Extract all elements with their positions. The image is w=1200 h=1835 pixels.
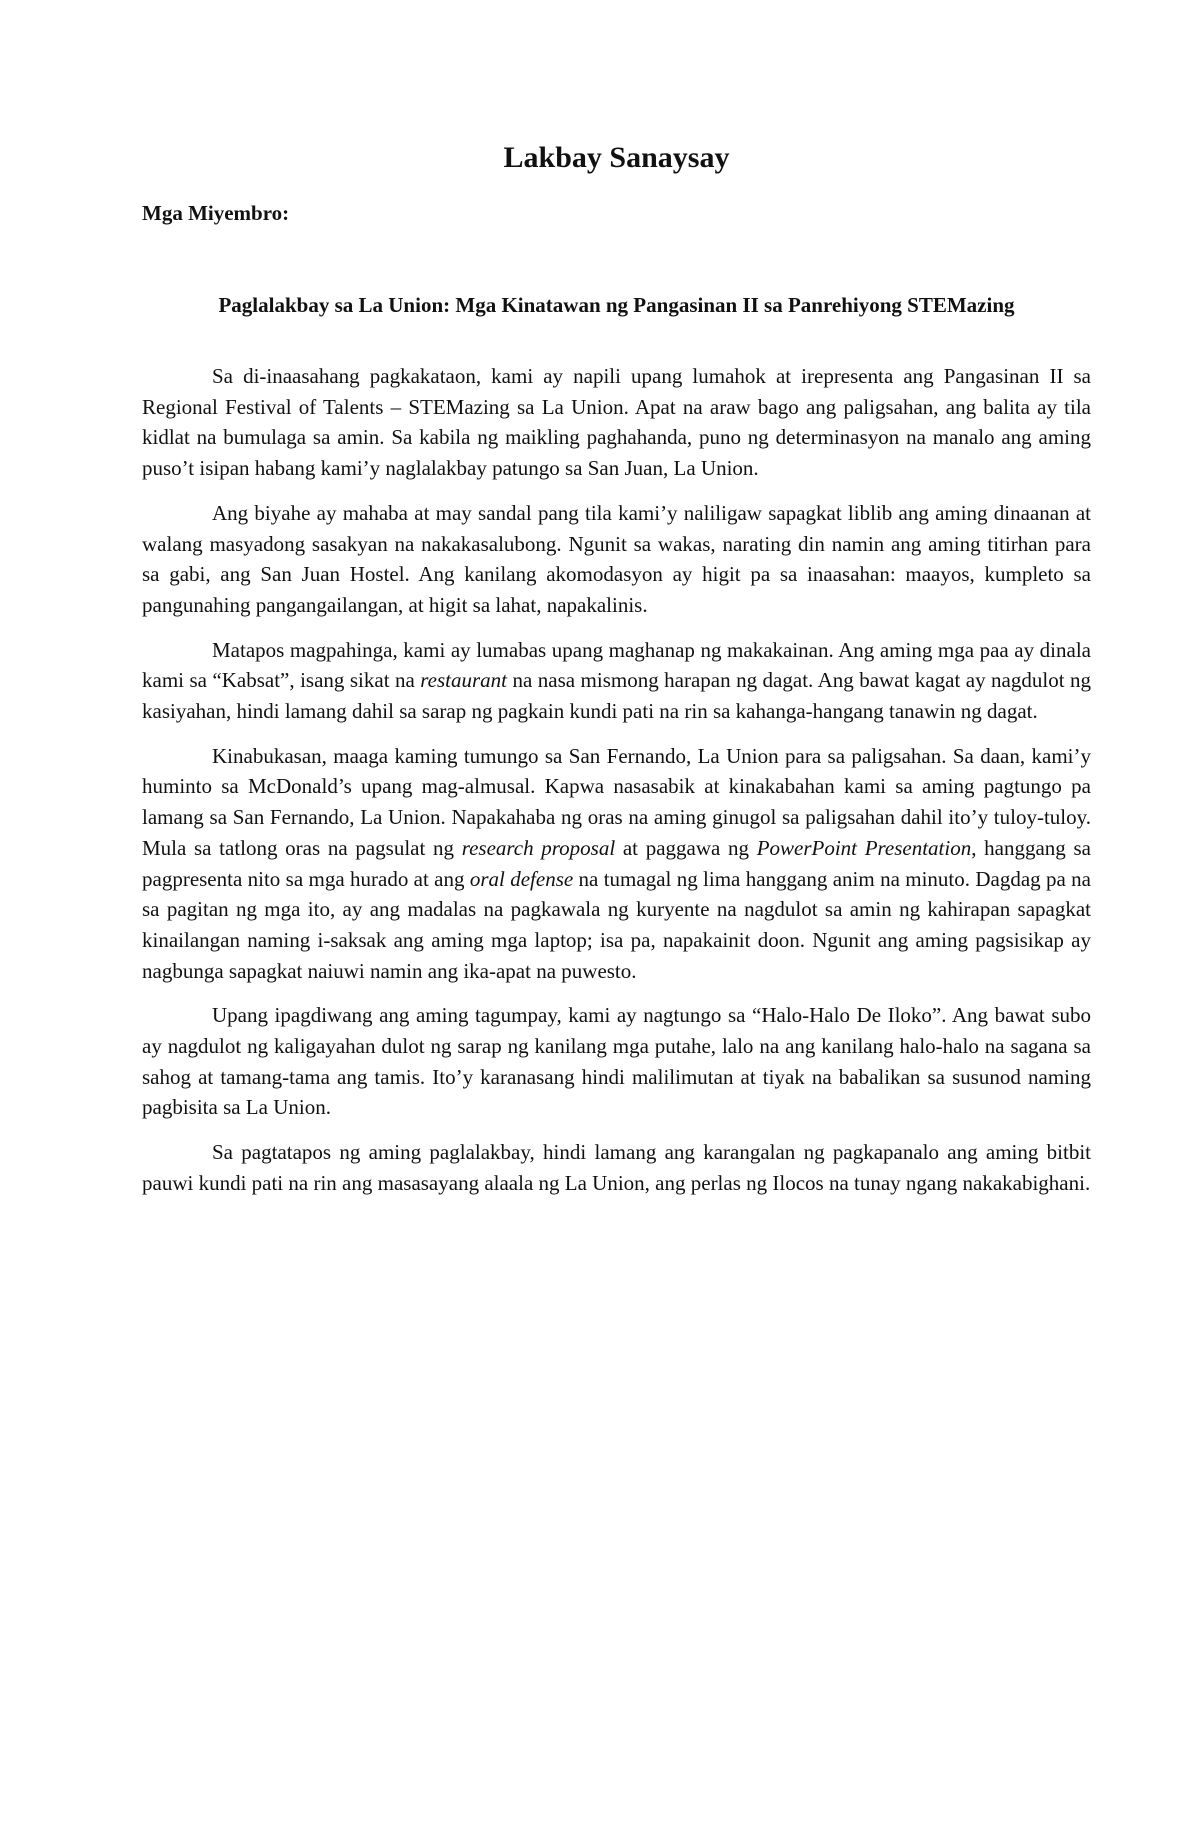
paragraph-4-text-c: , hanggang sa pagpresenta nito sa mga hurado at ang (142, 835, 1091, 891)
paragraph-4-italic-research-proposal: research proposal (461, 835, 616, 860)
paragraph-2: Ang biyahe ay mahaba at may sandal pang tila kami’y naliligaw sapagkat liblib ang aming dinaanan at walang masyadong sasakyan na nakakasalubong. Ngunit sa wakas, narating din namin ang aming titirhan para sa gabi, ang San Juan Hostel. Ang kanilang akomodasyon ay higit pa sa inaasahan: maayos, kumpleto sa pangunahing pangangailangan, at higit sa lahat, napakalinis. (142, 500, 1091, 617)
paragraph-3-italic-restaurant: restaurant (420, 668, 508, 693)
paragraph-4-italic-oral-defense: oral defense (469, 866, 574, 891)
paragraph-6: Sa pagtatapos ng aming paglalakbay, hindi lamang ang karangalan ng pagkapanalo ang aming bitbit pauwi kundi pati na rin ang masasayang alaala ng La Union, ang perlas ng Ilocos na tunay ngang nakakabighani. (142, 1140, 1091, 1195)
essay-body (142, 361, 1091, 1213)
paragraph-4-italic-powerpoint: PowerPoint Presentation (756, 835, 972, 860)
paragraph-1: Sa di-inaasahang pagkakataon, kami ay napili upang lumahok at irepresenta ang Pangasinan II sa Regional Festival of Talents – STEMazing sa La Union. Apat na araw bago ang paligsahan, ang balita ay tila kidlat na bumulaga sa amin. Sa kabila ng maikling paghahanda, puno ng determinasyon na manalo ang aming puso’t isipan habang kami’y naglalakbay patungo sa San Juan, La Union. (142, 364, 1091, 481)
paragraph-5: Upang ipagdiwang ang aming tagumpay, kami ay nagtungo sa “Halo-Halo De Iloko”. Ang bawat subo ay nagdulot ng kaligayahan dulot ng sarap ng kanilang mga putahe, lalo na ang kanilang halo-halo na sagana sa sahog at tamang-tama ang tamis. Ito’y karanasang hindi malilimutan at tiyak na babalikan sa susunod naming pagbisita sa La Union. (142, 1003, 1091, 1120)
paragraph-4-text-b: at paggawa ng (615, 835, 757, 860)
paragraph-4 (142, 741, 1091, 987)
paragraph-3-text-a: Matapos magpahinga, kami ay lumabas upang maghanap ng makakainan. Ang aming mga paa ay dinala kami sa “Kabsat”, isang sikat na (142, 637, 1091, 693)
members-label: Mga Miyembro: (142, 201, 290, 225)
paragraph-3 (142, 635, 1091, 727)
paragraph-3-text-b: na nasa mismong harapan ng dagat. Ang bawat kagat ay nagdulot ng kasiyahan, hindi lamang dahil sa sarap ng pagkain kundi pati na rin sa kahanga-hangang tanawin ng dagat. (142, 668, 1091, 724)
document-title: Lakbay Sanaysay (503, 141, 730, 174)
paragraph-4-text-d: na tumagal ng lima hanggang anim na minuto. Dagdag pa na sa pagitan ng mga ito, ay ang madalas na pagkawala ng kuryente na nagdulot sa amin ng kahirapan sapagkat kinailangan naming i-saksak ang aming mga laptop; isa pa, napakainit doon. Ngunit ang aming pagsisikap ay nagbunga sapagkat naiuwi namin ang ika-apat na puwesto. (142, 866, 1091, 983)
paragraph-4-text-a: Kinabukasan, maaga kaming tumungo sa San Fernando, La Union para sa paligsahan. Sa daan, kami’y huminto sa McDonald’s upang mag-almusal. Kapwa nasasabik at kinakabahan kami sa aming pagtungo pa lamang sa San Fernando, La Union. Napakahaba ng oras na aming ginugol sa paligsahan dahil ito’y tuloy-tuloy. Mula sa tatlong oras na pagsulat ng (142, 743, 1091, 860)
essay-subtitle: Paglalakbay sa La Union: Mga Kinatawan ng Pangasinan II sa Panrehiyong STEMazing (218, 293, 1015, 317)
